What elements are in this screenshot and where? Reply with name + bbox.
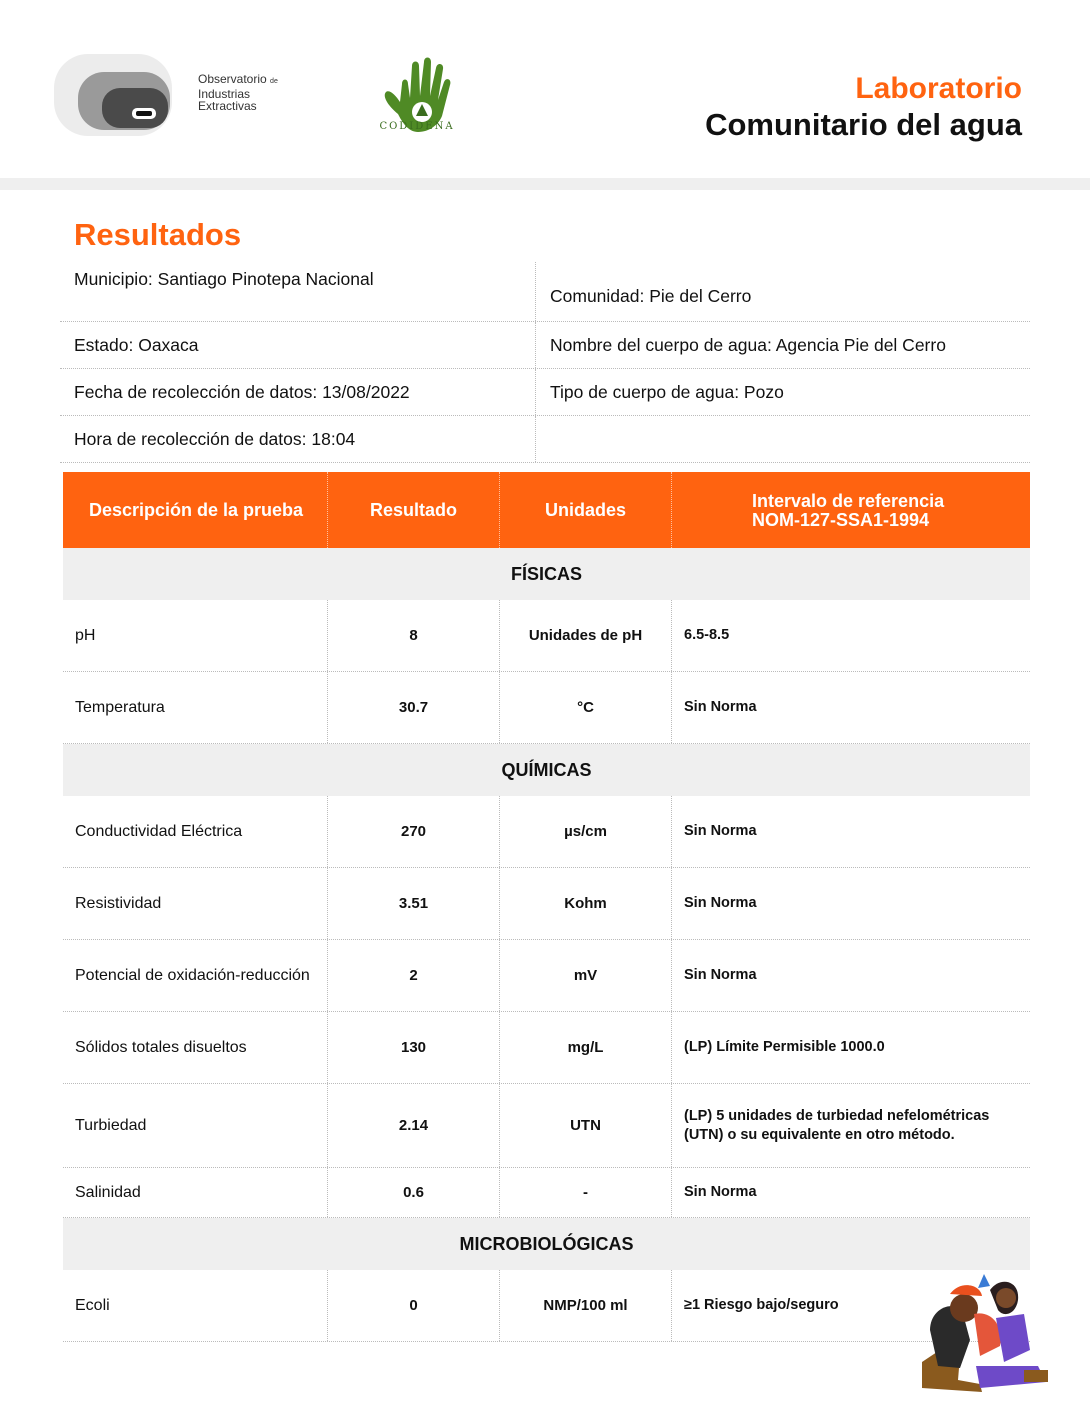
cuerpo-agua-field: Nombre del cuerpo de agua: Agencia Pie del Cerro [535, 322, 1030, 368]
category-quimicas: QUÍMICAS [63, 744, 1030, 796]
test-description: Conductividad Eléctrica [63, 796, 328, 867]
table-row [63, 1168, 1030, 1218]
header-intervalo [672, 472, 1030, 548]
oie-logo [52, 52, 174, 138]
test-result: 3.51 [328, 868, 500, 939]
community-illustration [920, 1270, 1050, 1392]
test-units: UTN [500, 1084, 672, 1167]
test-description: Temperatura [63, 672, 328, 743]
table-row [63, 868, 1030, 940]
table-header [63, 472, 1030, 548]
fisicas-rows [63, 600, 1030, 744]
table-row [63, 672, 1030, 744]
category-microbiologicas: MICROBIOLÓGICAS [63, 1218, 1030, 1270]
test-result: 2.14 [328, 1084, 500, 1167]
test-units: Kohm [500, 868, 672, 939]
test-units: NMP/100 ml [500, 1270, 672, 1341]
info-row [60, 416, 1030, 463]
test-description: Turbiedad [63, 1084, 328, 1167]
table-row [63, 940, 1030, 1012]
results-table [63, 472, 1030, 1342]
header-divider-band [0, 178, 1090, 190]
sample-info-grid [60, 262, 1030, 463]
codidena-logo-text: CODIDENA [379, 121, 455, 132]
page-header [0, 0, 1090, 178]
test-description: Salinidad [63, 1168, 328, 1217]
codidena-hand-logo [368, 54, 466, 146]
test-reference: Sin Norma [684, 895, 757, 911]
header-resultado: Resultado [328, 472, 500, 548]
header-intervalo-line1: Intervalo de referencia [752, 491, 945, 511]
test-reference: Sin Norma [684, 823, 757, 839]
test-result: 0.6 [328, 1168, 500, 1217]
test-units: mg/L [500, 1012, 672, 1083]
header-title-laboratorio: Laboratorio [855, 72, 1022, 105]
test-description: Ecoli [63, 1270, 328, 1341]
test-reference: (LP) Límite Permisible 1000.0 [684, 1039, 885, 1055]
test-description: Potencial de oxidación-reducción [63, 940, 328, 1011]
header-intervalo-line2: NOM-127-SSA1-1994 [752, 510, 930, 530]
test-result: 2 [328, 940, 500, 1011]
test-result: 270 [328, 796, 500, 867]
test-result: 0 [328, 1270, 500, 1341]
test-reference: Sin Norma [684, 967, 757, 983]
table-row [63, 600, 1030, 672]
test-reference: (LP) 5 unidades de turbiedad nefelométricas (UTN) o su equivalente en otro método. [684, 1107, 990, 1143]
municipio-field: Municipio: Santiago Pinotepa Nacional [74, 269, 374, 289]
test-result: 30.7 [328, 672, 500, 743]
fecha-field: Fecha de recolección de datos: 13/08/2022 [74, 381, 410, 402]
header-descripcion: Descripción de la prueba [63, 472, 328, 548]
info-row [60, 369, 1030, 416]
empty-field [535, 416, 1030, 462]
test-reference: Sin Norma [684, 1184, 757, 1200]
test-reference: Sin Norma [684, 699, 757, 715]
table-row [63, 796, 1030, 868]
test-description: Sólidos totales disueltos [63, 1012, 328, 1083]
test-description: Resistividad [63, 868, 328, 939]
test-description: pH [63, 600, 328, 671]
oie-logo-text: Observatorio de Industrias Extractivas [198, 72, 278, 113]
info-row [60, 262, 1030, 322]
hora-field: Hora de recolección de datos: 18:04 [74, 428, 356, 449]
table-row [63, 1012, 1030, 1084]
quimicas-rows [63, 796, 1030, 1218]
header-title-comunitario: Comunitario del agua [705, 107, 1022, 142]
test-result: 8 [328, 600, 500, 671]
category-fisicas: FÍSICAS [63, 548, 1030, 600]
results-title: Resultados [74, 217, 242, 252]
header-unidades: Unidades [500, 472, 672, 548]
table-row [63, 1270, 1030, 1342]
estado-field: Estado: Oaxaca [74, 334, 199, 355]
test-units: Unidades de pH [500, 600, 672, 671]
test-units: µs/cm [500, 796, 672, 867]
comunidad-field: Comunidad: Pie del Cerro [535, 262, 1030, 321]
test-reference: ≥1 Riesgo bajo/seguro [684, 1297, 839, 1313]
test-reference: 6.5-8.5 [684, 627, 730, 643]
test-units: - [500, 1168, 672, 1217]
info-row [60, 322, 1030, 369]
test-units: °C [500, 672, 672, 743]
micro-rows [63, 1270, 1030, 1342]
table-row [63, 1084, 1030, 1168]
tipo-cuerpo-field: Tipo de cuerpo de agua: Pozo [535, 369, 1030, 415]
test-units: mV [500, 940, 672, 1011]
test-result: 130 [328, 1012, 500, 1083]
